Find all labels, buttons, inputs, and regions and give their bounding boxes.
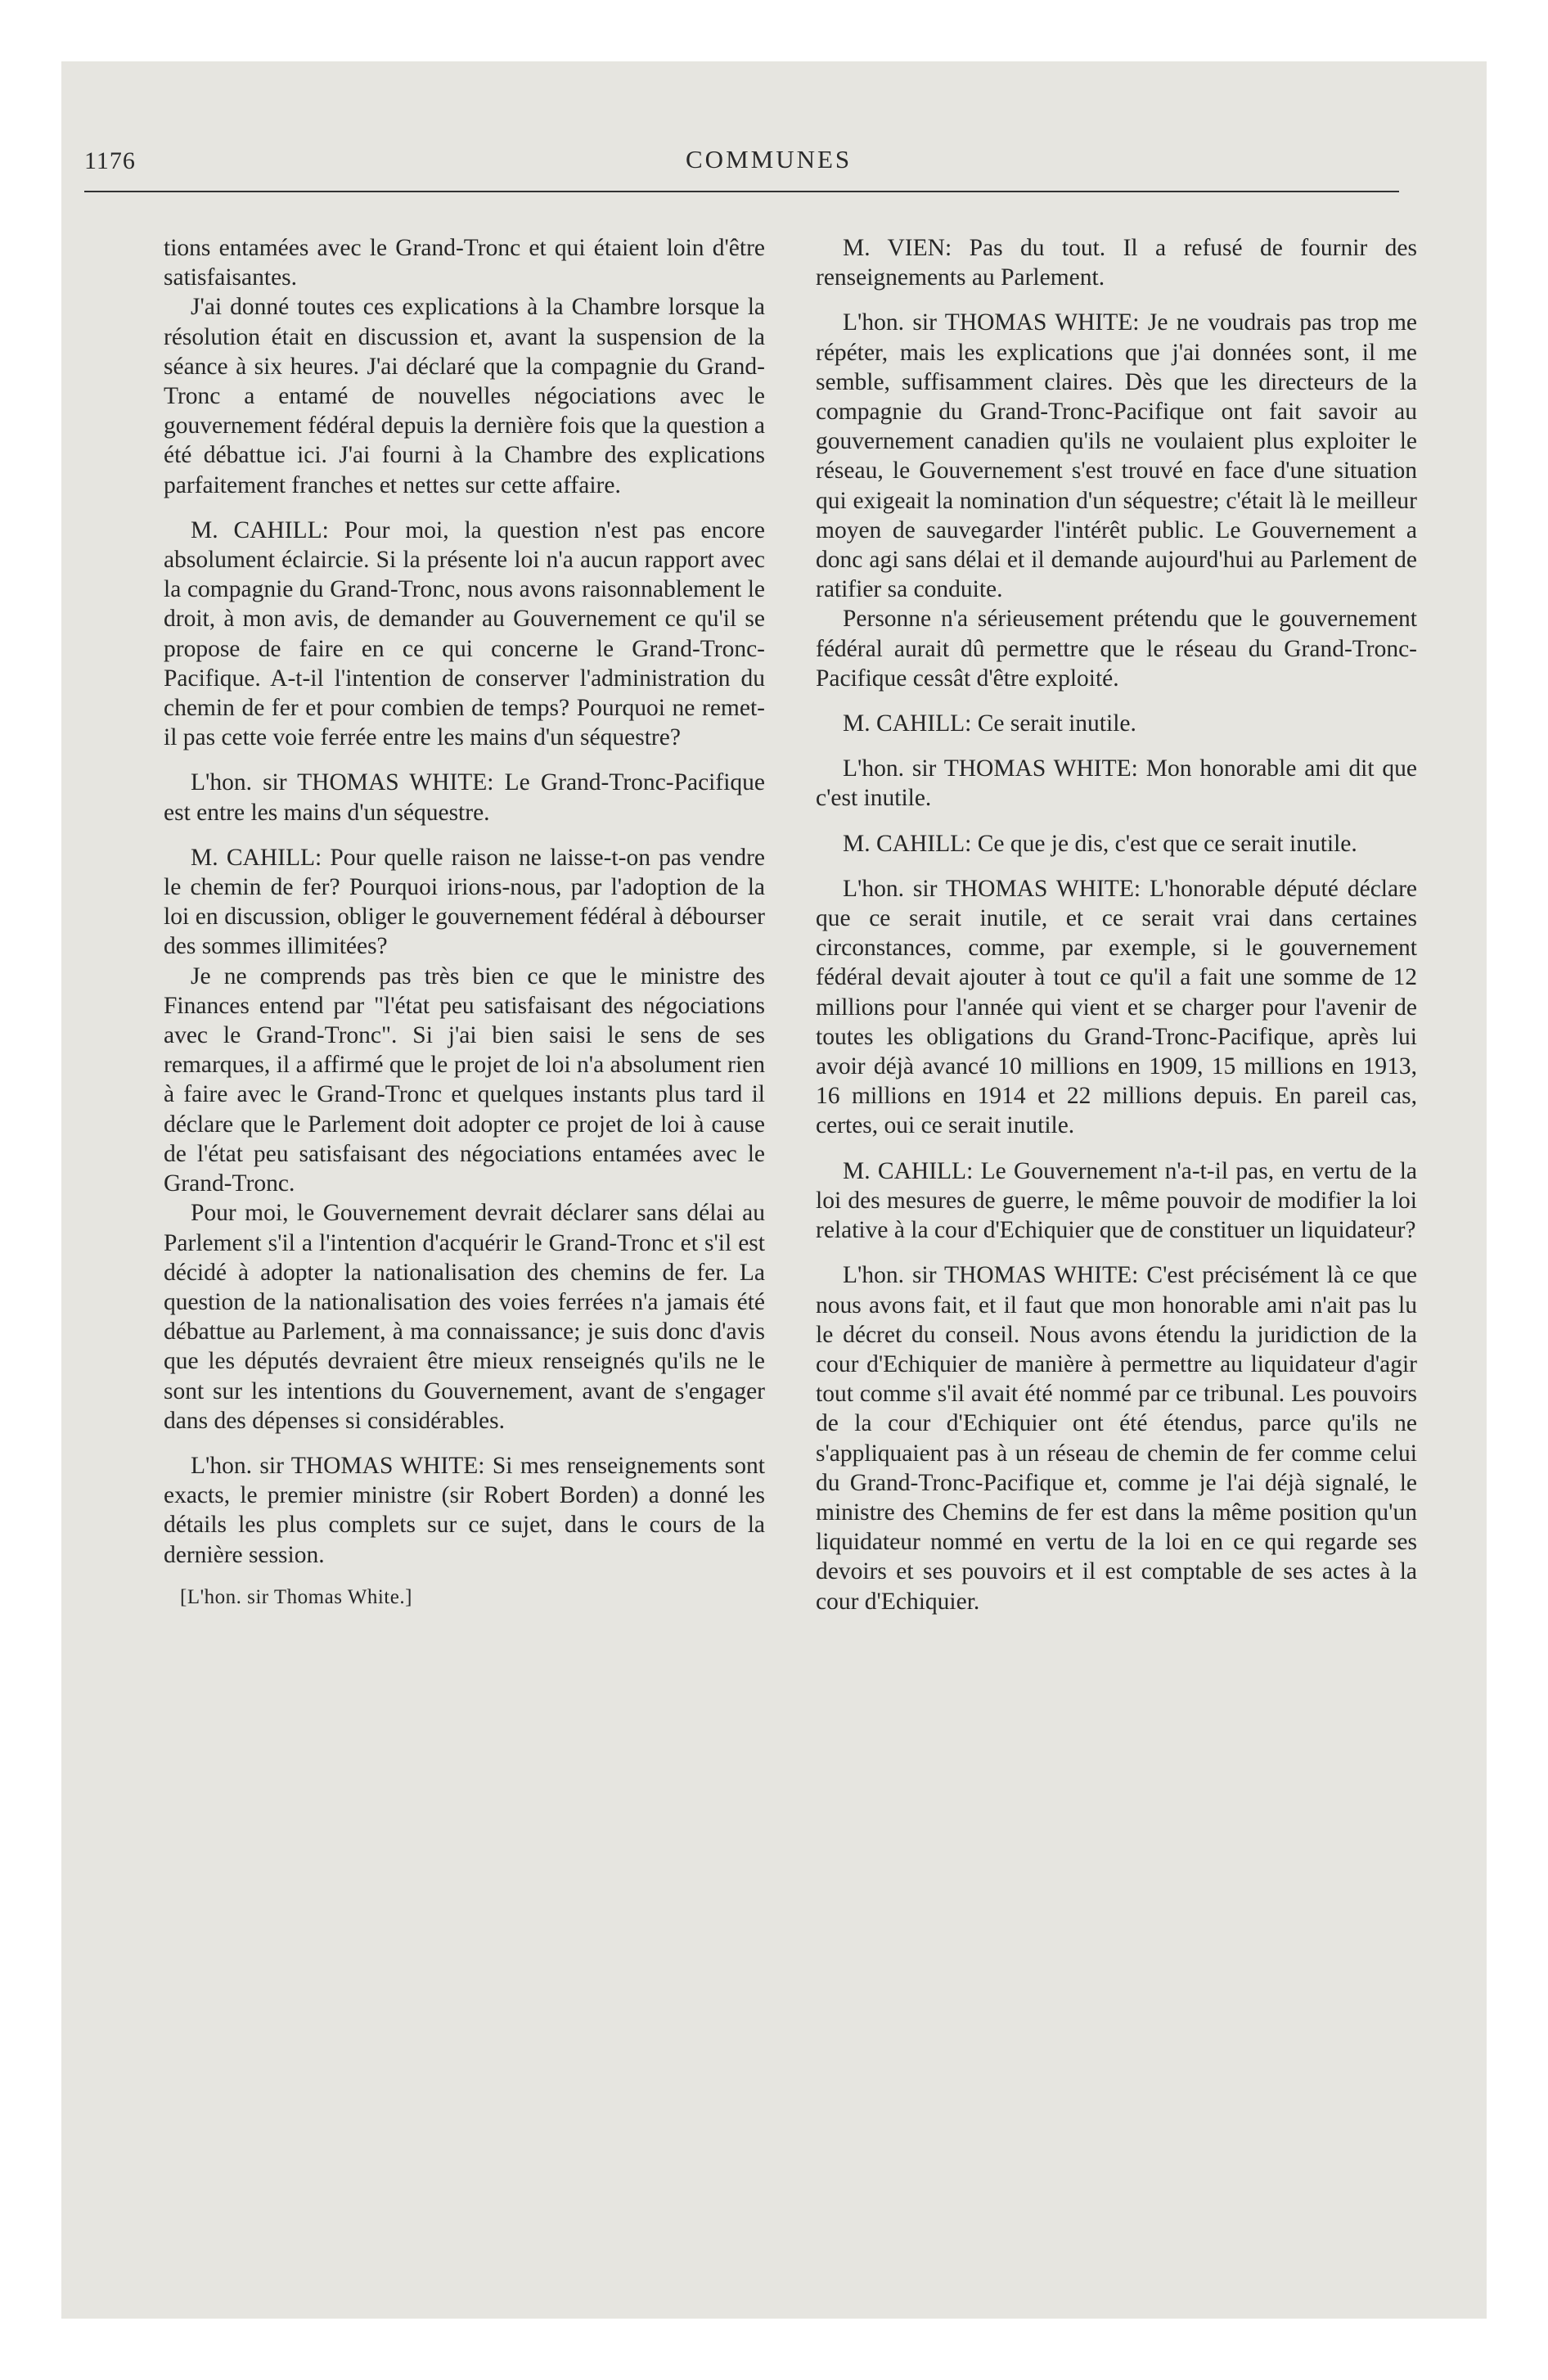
paragraph: M. CAHILL: Pour quelle raison ne laisse-t-on pas vendre le chemin de fer? Pourquoi irions-nous, par l'adoption de la loi en discussion, obliger le gouvernement fédéral à débourser des sommes illimitées? [164, 844, 765, 960]
paragraph: M. CAHILL: Pour moi, la question n'est pas encore absolument éclaircie. Si la présente loi n'a aucun rapport avec la compagnie du Grand-Tronc, nous avons raisonnablement le droit, à mon avis, de demander au Gouvernement ce qu'il se propose de faire en ce qui concerne le Grand-Tronc-Pacifique. A-t-il l'intention de conserver l'administration du chemin de fer et pour combien de temps? Pourquoi ne remet-il pas cette voie ferrée entre les mains d'un séquestre? [164, 516, 765, 751]
paragraph: J'ai donné toutes ces explications à la Chambre lorsque la résolution était en discussion et, avant la suspension de la séance à six heures. J'ai déclaré que la compagnie du Grand-Tronc a entamé de nouvelles négociations avec le gouvernement fédéral depuis la dernière fois que la question a été débattue ici. J'ai fourni à la Chambre des explications parfaitement franches et nettes sur cette affaire. [164, 294, 765, 498]
right-column [816, 233, 1417, 1616]
running-head: COMMUNES [686, 145, 853, 174]
paragraph: M. VIEN: Pas du tout. Il a refusé de fournir des renseignements au Parlement. [816, 235, 1417, 291]
paragraph: M. CAHILL: Le Gouvernement n'a-t-il pas, en vertu de la loi des mesures de guerre, le même pouvoir de modifier la loi relative à la cour d'Echiquier que de constituer un liquidateur? [816, 1157, 1417, 1244]
paragraph: Je ne comprends pas très bien ce que le ministre des Finances entend par "l'état peu satisfaisant des négociations avec le Grand-Tronc". Si j'ai bien saisi le sens de ses remarques, il a affirmé que le projet de loi n'a absolument rien à faire avec le Grand-Tronc et quelques instants plus tard il déclare que le Parlement doit adopter ce projet de loi à cause de l'état peu satisfaisant des négociations entamées avec le Grand-Tronc. [164, 962, 765, 1197]
paragraph: L'hon. sir THOMAS WHITE: Je ne voudrais pas trop me répéter, mais les explications que j'ai données sont, il me semble, suffisamment claires. Dès que les directeurs de la compagnie du Grand-Tronc-Pacifique ont fait savoir au gouvernement canadien qu'ils ne voulaient plus exploiter le réseau, le Gouvernement s'est trouvé en face d'une situation qui exigeait la nomination d'un séquestre; c'était là le meilleur moyen de sauvegarder l'intérêt public. Le Gouvernement a donc agi sans délai et il demande aujourd'hui au Parlement de ratifier sa conduite. [816, 309, 1417, 603]
page-number: 1176 [84, 147, 136, 174]
paragraph: L'hon. sir THOMAS WHITE: C'est précisément là ce que nous avons fait, et il faut que mon honorable ami n'ait pas lu le décret du conseil. Nous avons étendu la juridiction de la cour d'Echiquier de manière à permettre au liquidateur d'agir tout comme s'il avait été nommé par ce tribunal. Les pouvoirs de la cour d'Echiquier ont été étendus, parce qu'ils ne s'appliquaient pas à un réseau de chemin de fer comme celui du Grand-Tronc-Pacifique et, comme je l'ai déjà signalé, le ministre des Chemins de fer est dans la même position qu'un liquidateur nommé en vertu de la loi en ce qui regarde ses devoirs et ses pouvoirs et il est comptable de ses actes à la cour d'Echiquier. [816, 1262, 1417, 1615]
speaker-footer: [L'hon. sir Thomas White.] [180, 1585, 412, 1608]
paragraph: Personne n'a sérieusement prétendu que le gouvernement fédéral aurait dû permettre que le réseau du Grand-Tronc-Pacifique cessât d'être exploité. [816, 606, 1417, 692]
paragraph: M. CAHILL: Ce serait inutile. [843, 710, 1136, 737]
paragraph: tions entamées avec le Grand-Tronc et qui étaient loin d'être satisfaisantes. [164, 235, 765, 291]
paragraph: L'hon. sir THOMAS WHITE: Le Grand-Tronc-Pacifique est entre les mains d'un séquestre. [164, 769, 765, 826]
paragraph: L'hon. sir THOMAS WHITE: L'honorable député déclare que ce serait inutile, et ce serait vrai dans certaines circonstances, comme, par exemple, si le gouvernement fédéral devait ajouter à tout ce qu'il a fait une somme de 12 millions pour l'année qui vient et se charger pour l'avenir de toutes les obligations du Grand-Tronc-Pacifique, après lui avoir déjà avancé 10 millions en 1909, 15 millions en 1913, 16 millions en 1914 et 22 millions depuis. En pareil cas, certes, oui ce serait inutile. [816, 875, 1417, 1139]
paragraph: L'hon. sir THOMAS WHITE: Mon honorable ami dit que c'est inutile. [816, 755, 1417, 812]
paragraph: L'hon. sir THOMAS WHITE: Si mes renseignements sont exacts, le premier ministre (sir Robert Borden) a donné les détails les plus complets sur ce sujet, dans le cours de la dernière session. [164, 1452, 765, 1568]
left-column [164, 233, 765, 1612]
page-header [84, 86, 1399, 174]
paragraph: Pour moi, le Gouvernement devrait déclarer sans délai au Parlement s'il a l'intention d'acquérir le Grand-Tronc et s'il est décidé à adopter la nationalisation des chemins de fer. La question de la nationalisation des voies ferrées n'a jamais été débattue au Parlement, à ma connaissance; je suis donc d'avis que les députés devraient être mieux renseignés qu'ils ne le sont sur les intentions du Gouvernement, avant de s'engager dans des dépenses si considérables. [164, 1200, 765, 1434]
header-rule [84, 191, 1399, 192]
paragraph: M. CAHILL: Ce que je dis, c'est que ce serait inutile. [843, 830, 1357, 857]
